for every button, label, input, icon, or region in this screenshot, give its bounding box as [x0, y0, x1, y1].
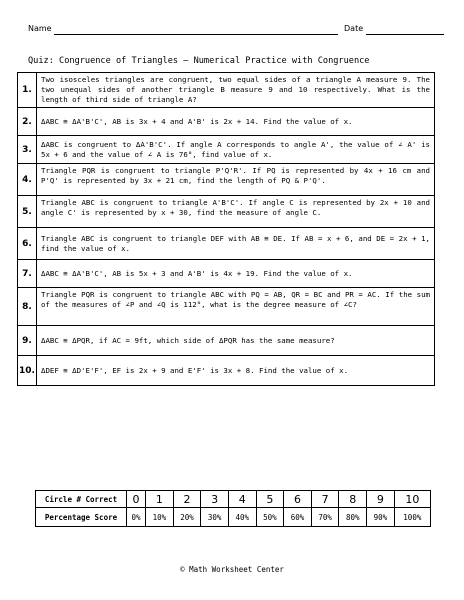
percent-cell: 50%	[256, 508, 284, 527]
question-row	[18, 288, 435, 326]
name-label: Name	[28, 24, 52, 33]
question-text: Two isosceles triangles are congruent, two equal sides of a triangle A measure 9. The two unequal sides of another triangle B measure 9 and 10 respectively. What is the length of third side of triangle A?	[37, 73, 435, 108]
percent-cell: 100%	[394, 508, 430, 527]
question-row	[18, 108, 435, 136]
question-number: 10.	[18, 356, 37, 386]
correct-cell[interactable]: 9	[367, 491, 395, 508]
correct-cell[interactable]: 5	[256, 491, 284, 508]
question-text: ΔABC ≅ ΔA'B'C', AB is 3x + 4 and A'B' is 2x + 14. Find the value of x.	[37, 108, 435, 136]
question-row	[18, 196, 435, 228]
question-row	[18, 326, 435, 356]
question-text: Triangle ABC is congruent to triangle DEF with AB ≅ DE. If AB = x + 6, and DE = 2x + 1, find the value of x.	[37, 228, 435, 260]
percent-cell: 30%	[201, 508, 229, 527]
correct-cell[interactable]: 2	[173, 491, 201, 508]
question-number: 3.	[18, 136, 37, 164]
question-row	[18, 73, 435, 108]
questions-table	[17, 72, 435, 386]
question-text: ΔABC is congruent to ΔA'B'C'. If angle A corresponds to angle A', the value of ∠ A' is 5x + 6 and the value of ∠ A is 76°, find value of x.	[37, 136, 435, 164]
question-text: Triangle PQR is congruent to triangle ABC with PQ = AB, QR = BC and PR = AC. If the sum of the measures of ∠P and ∠Q is 112°, what is the degree measure of ∠C?	[37, 288, 435, 326]
question-row	[18, 228, 435, 260]
score-table	[35, 490, 431, 527]
correct-cell[interactable]: 8	[339, 491, 367, 508]
name-field[interactable]	[54, 34, 338, 35]
question-number: 6.	[18, 228, 37, 260]
score-row-correct	[36, 491, 431, 508]
question-text: ΔABC ≅ ΔA'B'C', AB is 5x + 3 and A'B' is 4x + 19. Find the value of x.	[37, 260, 435, 288]
percent-cell: 70%	[311, 508, 339, 527]
date-label: Date	[344, 24, 364, 33]
percent-cell: 20%	[173, 508, 201, 527]
score-row-label: Circle # Correct	[36, 491, 127, 508]
question-number: 4.	[18, 164, 37, 196]
question-number: 9.	[18, 326, 37, 356]
percent-cell: 0%	[127, 508, 146, 527]
correct-cell[interactable]: 7	[311, 491, 339, 508]
question-number: 5.	[18, 196, 37, 228]
question-row	[18, 136, 435, 164]
question-number: 8.	[18, 288, 37, 326]
score-row-percentage	[36, 508, 431, 527]
correct-cell[interactable]: 1	[146, 491, 174, 508]
question-number: 1.	[18, 73, 37, 108]
correct-cell[interactable]: 4	[228, 491, 256, 508]
date-field[interactable]	[366, 34, 444, 35]
question-text: ΔDEF ≅ ΔD'E'F', EF is 2x + 9 and E'F' is 3x + 8. Find the value of x.	[37, 356, 435, 386]
correct-cell[interactable]: 10	[394, 491, 430, 508]
question-row	[18, 356, 435, 386]
percent-cell: 60%	[284, 508, 312, 527]
question-text: Triangle PQR is congruent to triangle P'Q'R'. If PQ is represented by 4x + 16 cm and P'Q' is represented by 3x + 21 cm, find the length of PQ & P'Q'.	[37, 164, 435, 196]
worksheet-title: Quiz: Congruence of Triangles – Numerical Practice with Congruence	[28, 56, 370, 66]
percent-cell: 80%	[339, 508, 367, 527]
percent-cell: 40%	[228, 508, 256, 527]
question-text: Triangle ABC is congruent to triangle A'B'C'. If angle C is represented by 2x + 10 and angle C' is represented by x + 30, find the measure of angle C.	[37, 196, 435, 228]
percent-cell: 90%	[367, 508, 395, 527]
question-row	[18, 260, 435, 288]
footer-credit: © Math Worksheet Center	[180, 565, 284, 574]
correct-cell[interactable]: 3	[201, 491, 229, 508]
score-row-label: Percentage Score	[36, 508, 127, 527]
question-row	[18, 164, 435, 196]
question-text: ΔABC ≅ ΔPQR, if AC = 9ft, which side of ΔPQR has the same measure?	[37, 326, 435, 356]
question-number: 2.	[18, 108, 37, 136]
correct-cell[interactable]: 0	[127, 491, 146, 508]
question-number: 7.	[18, 260, 37, 288]
correct-cell[interactable]: 6	[284, 491, 312, 508]
percent-cell: 10%	[146, 508, 174, 527]
